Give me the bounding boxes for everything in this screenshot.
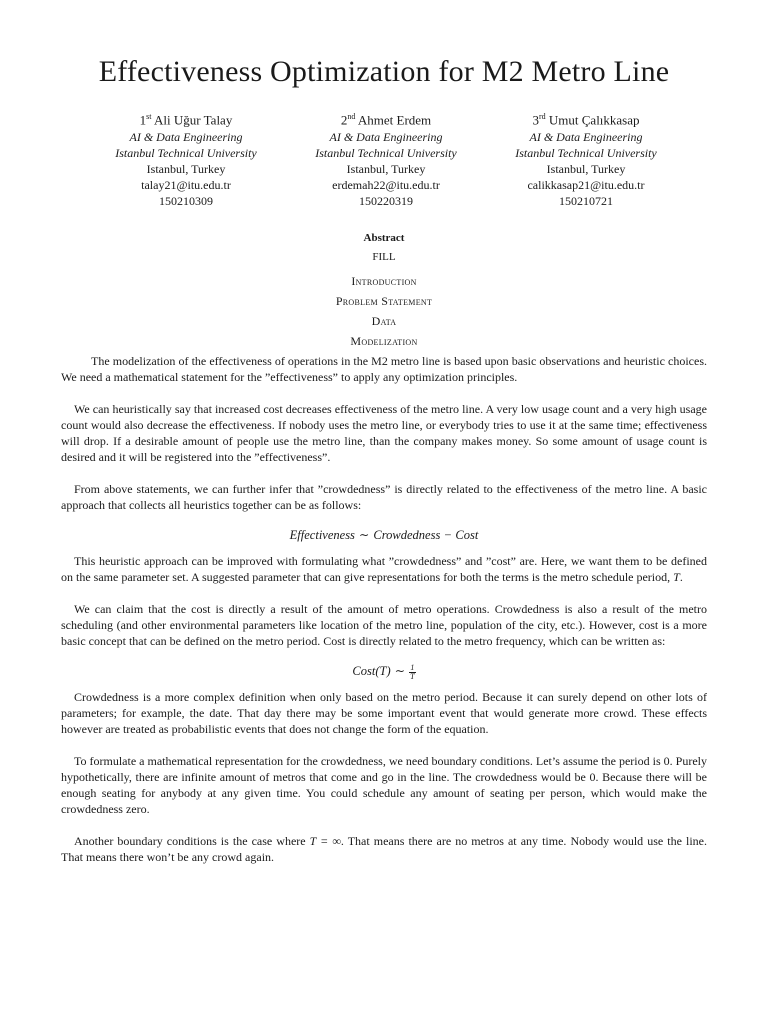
author-ordinal: 2 [340, 112, 348, 128]
equation-term: Cost [455, 528, 479, 542]
paragraph [61, 833, 707, 865]
author-student-id: 150210721 [559, 194, 613, 209]
paragraph: We can claim that the cost is directly a result of the amount of metro operations. Crowdedness is also a result of the metro scheduling (and other environmental parameters like location of the metro line, population of the city, etc.). However, cost is a more basic concept that can be defined on the metro period. Cost is directly related to the metro frequency, which can be written as: [61, 602, 707, 648]
paragraph: From above statements, we can further infer that ”crowdedness” is directly related to the effectiveness of the metro line. A basic approach that collects all heuristics together can be as follows: [61, 482, 707, 512]
author-1 [86, 108, 286, 209]
author-city: Istanbul, Turkey [546, 162, 626, 177]
paragraph: To formulate a mathematical representation for the crowdedness, we need boundary conditions. Let’s assume the period is 0. Purely hypothetically, there are infinite amount of metros that come and go in the line. The crowdedness would be 0. Because there will be enough seating for anybody at any given time. You could schedule any amount of seating per person, which would make the crowdedness zero. [61, 753, 707, 816]
author-student-id: 150220319 [359, 194, 413, 209]
equation-cost [61, 663, 707, 681]
author-name: Umut Çalıkkasap [548, 112, 640, 128]
author-3 [486, 108, 686, 209]
paragraph: We can heuristically say that increased cost decreases effectiveness of the metro line. A very low usage count and a very high usage count would also decrease the effectiveness. If nobody uses the metro line, or everybody tries to use it at the same time; effectiveness will drop. If a desirable amount of people use the metro line, than the company makes money. So some amount of usage count is desired and it will be registered into the ”effectiveness”. [61, 402, 707, 464]
fraction-numerator: 1 [410, 662, 415, 672]
author-ordinal-suffix: rd [538, 112, 546, 121]
section-heading-problem-statement: Problem Statement [335, 294, 433, 308]
section-heading-introduction: Introduction [351, 274, 417, 288]
paragraph [61, 553, 707, 585]
author-ordinal: 3 [532, 112, 539, 128]
author-name: Ali Uğur Talay [154, 112, 233, 128]
equation-term: Effectiveness [289, 528, 355, 542]
math-expression: T = ∞ [309, 833, 341, 848]
author-ordinal-suffix: st [146, 112, 152, 121]
section-heading-modelization: Modelization [350, 334, 418, 348]
equation-operator: − [444, 528, 452, 542]
author-department: AI & Data Engineering [329, 130, 443, 145]
paragraph: Crowdedness is a more complex definition when only based on the metro period. Because it can surely depend on other lots of parameters; for example, the date. That day there may be some important event that would generate more crowd. These effects however are treated as probabilistic events that does not change the form of the equation. [61, 689, 707, 736]
author-university: Istanbul Technical University [515, 146, 657, 161]
paragraph-text: This heuristic approach can be improved with formulating what ”crowdedness” and ”cost” are. Here, we want them to be defined on the same parameter set. A suggested parameter that can give representations for both the terms is the metro schedule period, [61, 554, 707, 584]
author-email: calikkasap21@itu.edu.tr [527, 178, 645, 193]
equation-operator: ∼ [358, 528, 370, 542]
paragraph-text: Another boundary conditions is the case where [74, 833, 310, 848]
author-department: AI & Data Engineering [129, 130, 243, 145]
paragraph-text: . That means there are no metros at any time. Nobody would use the line. That means there won’t be any crowd again. [61, 833, 707, 864]
author-department: AI & Data Engineering [529, 130, 643, 145]
author-name: Ahmet Erdem [357, 112, 432, 128]
author-city: Istanbul, Turkey [146, 162, 226, 177]
author-ordinal-suffix: nd [347, 112, 356, 121]
author-email: talay21@itu.edu.tr [141, 178, 231, 193]
modelization-body [61, 353, 707, 881]
author-email: erdemah22@itu.edu.tr [332, 178, 440, 193]
abstract-heading: Abstract [363, 232, 405, 244]
section-heading-data: Data [371, 314, 397, 328]
equation-effectiveness [61, 527, 707, 543]
paragraph: The modelization of the effectiveness of operations in the M2 metro line is based upon basic observations and heuristic choices. We need a mathematical statement for the ”effectiveness” to apply any optimization principles. [61, 354, 707, 384]
fraction-denominator: T [410, 671, 415, 681]
fraction [409, 664, 415, 681]
paragraph-text: . [679, 570, 683, 584]
author-2 [286, 108, 486, 209]
author-university: Istanbul Technical University [315, 146, 457, 161]
equation-term: Crowdedness [373, 528, 441, 542]
math-variable: T [673, 570, 680, 584]
equation-term: Cost(T) [352, 664, 391, 678]
author-student-id: 150210309 [159, 194, 213, 209]
author-city: Istanbul, Turkey [346, 162, 426, 177]
author-block [86, 108, 686, 209]
equation-operator: ∼ [394, 664, 406, 678]
author-university: Istanbul Technical University [115, 146, 257, 161]
abstract-text: FILL [372, 251, 396, 263]
paper-title: Effectiveness Optimization for M2 Metro Line [98, 55, 670, 88]
author-ordinal: 1 [139, 112, 147, 128]
